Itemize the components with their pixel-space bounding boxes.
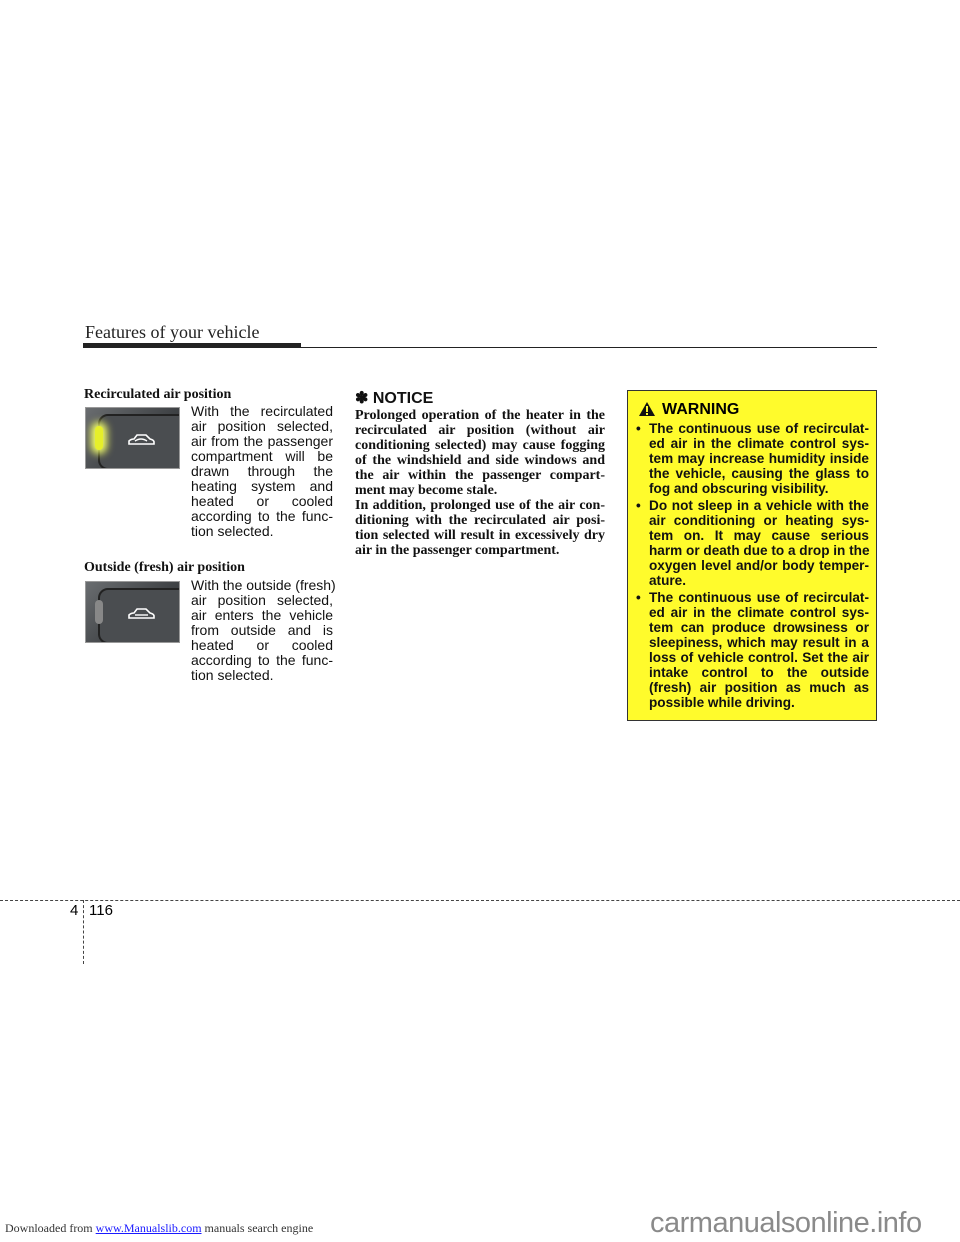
recirculated-text: [191, 404, 333, 539]
warning-item: [634, 590, 869, 710]
text-line: possible while driving.: [649, 695, 795, 710]
text-line: oxygen level and/or body temper-: [649, 558, 869, 573]
indicator-light-on-icon: [95, 426, 103, 450]
text-line: from outside and is: [191, 622, 333, 638]
text-line: With the recirculated: [191, 403, 333, 419]
text-line: intake control to the outside: [649, 665, 869, 680]
header-rule: [83, 347, 877, 348]
text-line: Do not sleep in a vehicle with the: [649, 498, 869, 513]
outside-button-image: [85, 581, 180, 643]
text-line: of the windshield and side windows and: [355, 453, 605, 468]
text-line: heated or cooled: [191, 493, 333, 509]
text-line: compartment will be: [191, 448, 333, 464]
text-line: In addition, prolonged use of the air con-: [355, 498, 605, 513]
text-line: With the outside (fresh): [191, 577, 336, 593]
text-line: harm or death due to a drop in the: [649, 543, 870, 558]
recirculated-button-image: [85, 407, 180, 469]
outside-text: [191, 577, 336, 683]
text-line: heated or cooled: [191, 637, 333, 653]
bullet-icon: •: [636, 590, 641, 605]
text-line: ature.: [649, 573, 687, 588]
text-line: ditioning with the recirculated air posi-: [355, 513, 605, 528]
download-suffix: manuals search engine: [204, 1221, 314, 1235]
text-line: tem can produce drowsiness or: [649, 620, 869, 635]
text-line: air enters the vehicle: [191, 607, 333, 623]
indicator-light-off-icon: [95, 600, 103, 624]
text-line: the air within the passenger compart-: [355, 468, 605, 483]
text-line: sleepiness, which may result in a: [649, 635, 869, 650]
text-line: air from the passenger: [191, 433, 333, 449]
chapter-number: 4: [70, 902, 79, 919]
bullet-icon: •: [636, 421, 641, 436]
text-line: air position selected,: [191, 418, 333, 434]
footer-divider: [0, 900, 960, 901]
car-recirculate-icon: [126, 432, 156, 448]
text-line: air in the passenger compartment.: [355, 543, 560, 558]
text-line: ed air in the climate control sys-: [649, 436, 869, 451]
manualslib-link[interactable]: www.Manualslib.com: [95, 1221, 202, 1235]
text-line: heating system and: [191, 478, 333, 494]
text-line: The continuous use of recirculat-: [649, 421, 869, 436]
text-line: tion selected.: [191, 523, 274, 539]
download-credit: [5, 1221, 313, 1236]
text-line: (fresh) air position as much as: [649, 680, 869, 695]
text-line: ed air in the climate control sys-: [649, 605, 869, 620]
car-fresh-air-icon: [126, 606, 156, 622]
notice-title: ✽ NOTICE: [355, 390, 434, 407]
text-line: tem on. It may cause serious: [649, 528, 869, 543]
text-line: according to the func-: [191, 508, 333, 524]
bullet-icon: •: [636, 498, 641, 513]
notice-text: [355, 408, 605, 558]
text-line: the vehicle, causing the glass to: [649, 466, 869, 481]
text-line: recirculated air position (without air: [355, 423, 605, 438]
text-line: The continuous use of recirculat-: [649, 590, 869, 605]
warning-item: [634, 421, 869, 496]
download-prefix: Downloaded from: [5, 1221, 93, 1235]
text-line: tion selected will result in excessively dry: [355, 528, 605, 543]
text-line: tion selected.: [191, 667, 274, 683]
text-line: air position selected,: [191, 592, 333, 608]
text-line: air conditioning or heating sys-: [649, 513, 869, 528]
warning-item: [634, 498, 869, 588]
page-header-title: Features of your vehicle: [85, 322, 260, 342]
recirculated-heading: Recirculated air position: [84, 387, 232, 402]
page-number: 116: [89, 902, 113, 919]
text-line: tem may increase humidity inside: [649, 451, 869, 466]
text-line: loss of vehicle control. Set the air: [649, 650, 869, 665]
watermark-brand: carmanualsonline.info: [650, 1207, 922, 1239]
text-line: fog and obscuring visibility.: [649, 481, 829, 496]
warning-triangle-icon: [638, 401, 656, 417]
text-line: drawn through the: [191, 463, 333, 479]
text-line: conditioning selected) may cause fogging: [355, 438, 605, 453]
footer-vertical-divider: [83, 900, 84, 964]
text-line: Prolonged operation of the heater in the: [355, 408, 605, 423]
outside-heading: Outside (fresh) air position: [84, 560, 245, 575]
warning-list: [634, 421, 869, 712]
warning-title: WARNING: [662, 401, 740, 418]
text-line: ment may become stale.: [355, 483, 498, 498]
text-line: according to the func-: [191, 652, 333, 668]
